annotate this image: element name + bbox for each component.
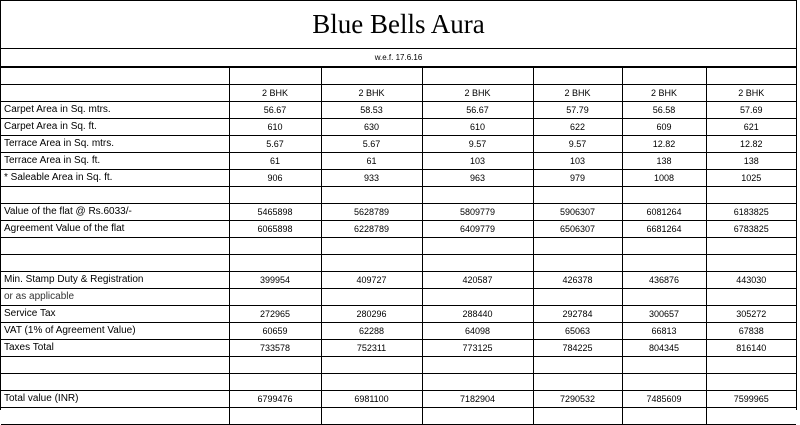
cell: 58.53 — [321, 102, 422, 119]
cell: 804345 — [622, 340, 706, 357]
cell: 609 — [622, 119, 706, 136]
row-label: Min. Stamp Duty & Registration — [1, 272, 229, 289]
table-row — [1, 119, 796, 136]
spacer-row — [1, 357, 796, 374]
cell: 5.67 — [321, 136, 422, 153]
spacer-row — [1, 187, 796, 204]
cell: 816140 — [706, 340, 796, 357]
cell: 784225 — [533, 340, 622, 357]
table-row — [1, 391, 796, 408]
row-label: Carpet Area in Sq. mtrs. — [1, 102, 229, 119]
row-label: Terrace Area in Sq. ft. — [1, 153, 229, 170]
row-label: Value of the flat @ Rs.6033/- — [1, 204, 229, 221]
cell: 9.57 — [422, 136, 533, 153]
cell: 292784 — [533, 306, 622, 323]
cell: 65063 — [533, 323, 622, 340]
cell: 399954 — [229, 272, 321, 289]
row-label: Agreement Value of the flat — [1, 221, 229, 238]
cell: 6506307 — [533, 221, 622, 238]
spacer-row — [1, 238, 796, 255]
cell: 752311 — [321, 340, 422, 357]
spacer-row — [1, 68, 796, 85]
cell: 610 — [229, 119, 321, 136]
cell: 103 — [533, 153, 622, 170]
column-header: 2 BHK — [706, 85, 796, 102]
table-row — [1, 306, 796, 323]
cell: 5809779 — [422, 204, 533, 221]
header-row — [1, 85, 796, 102]
cell: 300657 — [622, 306, 706, 323]
cell: 5906307 — [533, 204, 622, 221]
cell: 12.82 — [706, 136, 796, 153]
table-row — [1, 136, 796, 153]
cell: 5628789 — [321, 204, 422, 221]
cell: 6183825 — [706, 204, 796, 221]
cell: 979 — [533, 170, 622, 187]
cell: 280296 — [321, 306, 422, 323]
spacer-row — [1, 374, 796, 391]
cell: 6409779 — [422, 221, 533, 238]
cell: 5465898 — [229, 204, 321, 221]
table-row — [1, 221, 796, 238]
row-label: Terrace Area in Sq. mtrs. — [1, 136, 229, 153]
cell: 6228789 — [321, 221, 422, 238]
table-row — [1, 289, 796, 306]
cell: 610 — [422, 119, 533, 136]
cell: 9.57 — [533, 136, 622, 153]
row-label: Total value (INR) — [1, 391, 229, 408]
cell: 6065898 — [229, 221, 321, 238]
cell: 57.69 — [706, 102, 796, 119]
table-row — [1, 323, 796, 340]
table-row — [1, 102, 796, 119]
cell: 138 — [622, 153, 706, 170]
cell: 6681264 — [622, 221, 706, 238]
cell: 5.67 — [229, 136, 321, 153]
row-label: Taxes Total — [1, 340, 229, 357]
cell: 138 — [706, 153, 796, 170]
table-row — [1, 170, 796, 187]
column-header: 2 BHK — [321, 85, 422, 102]
cell: 773125 — [422, 340, 533, 357]
spacer-row — [1, 255, 796, 272]
cell: 103 — [422, 153, 533, 170]
cell: 7290532 — [533, 391, 622, 408]
row-label: Carpet Area in Sq. ft. — [1, 119, 229, 136]
cell: 64098 — [422, 323, 533, 340]
row-label: Service Tax — [1, 306, 229, 323]
cell: 60659 — [229, 323, 321, 340]
cell: 906 — [229, 170, 321, 187]
table-row — [1, 272, 796, 289]
row-label: * Saleable Area in Sq. ft. — [1, 170, 229, 187]
cell: 630 — [321, 119, 422, 136]
cell: 67838 — [706, 323, 796, 340]
column-header: 2 BHK — [533, 85, 622, 102]
cell: 733578 — [229, 340, 321, 357]
cell: 7182904 — [422, 391, 533, 408]
cell: 409727 — [321, 272, 422, 289]
column-header: 2 BHK — [229, 85, 321, 102]
row-note: or as applicable — [1, 289, 229, 306]
cell: 436876 — [622, 272, 706, 289]
cell: 963 — [422, 170, 533, 187]
column-header: 2 BHK — [422, 85, 533, 102]
cell: 622 — [533, 119, 622, 136]
page-title: Blue Bells Aura — [1, 0, 796, 49]
cell: 272965 — [229, 306, 321, 323]
cell: 426378 — [533, 272, 622, 289]
cell: 1008 — [622, 170, 706, 187]
cell: 6799476 — [229, 391, 321, 408]
spacer-row — [1, 408, 796, 425]
cell: 61 — [229, 153, 321, 170]
cell: 621 — [706, 119, 796, 136]
cell: 1025 — [706, 170, 796, 187]
cell: 933 — [321, 170, 422, 187]
row-label: VAT (1% of Agreement Value) — [1, 323, 229, 340]
price-table — [1, 67, 796, 425]
cell: 56.58 — [622, 102, 706, 119]
cell: 420587 — [422, 272, 533, 289]
cell: 61 — [321, 153, 422, 170]
cell: 66813 — [622, 323, 706, 340]
cell: 12.82 — [622, 136, 706, 153]
cell: 6981100 — [321, 391, 422, 408]
cell: 57.79 — [533, 102, 622, 119]
table-row — [1, 153, 796, 170]
cell: 56.67 — [422, 102, 533, 119]
effective-date: w.e.f. 17.6.16 — [1, 49, 796, 67]
column-header: 2 BHK — [622, 85, 706, 102]
table-row — [1, 340, 796, 357]
cell: 7599965 — [706, 391, 796, 408]
cell: 62288 — [321, 323, 422, 340]
cell: 288440 — [422, 306, 533, 323]
table-row — [1, 204, 796, 221]
cell: 305272 — [706, 306, 796, 323]
cell: 6783825 — [706, 221, 796, 238]
cell: 6081264 — [622, 204, 706, 221]
cell: 7485609 — [622, 391, 706, 408]
cell: 56.67 — [229, 102, 321, 119]
cell: 443030 — [706, 272, 796, 289]
